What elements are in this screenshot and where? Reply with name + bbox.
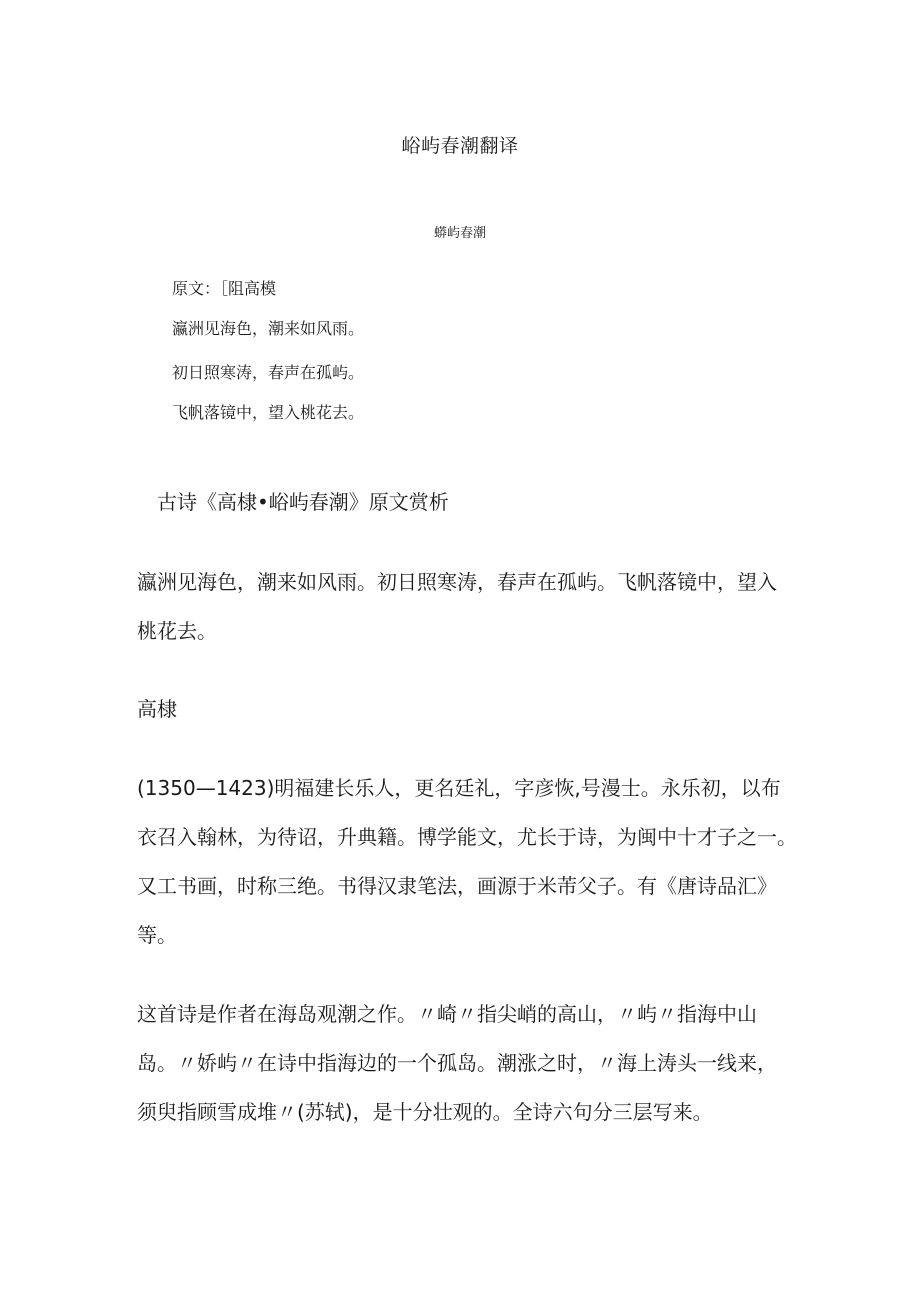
intro-paragraph xyxy=(137,990,797,1137)
paragraph-line: 等。 xyxy=(137,923,177,947)
paragraph-line: 桃花去。 xyxy=(137,619,217,643)
section-heading: 古诗《高棣•峪屿春潮》原文赏析 xyxy=(157,490,449,514)
document-subtitle: 蟒屿春潮 xyxy=(433,226,486,241)
author-bio-paragraph xyxy=(137,764,797,960)
paragraph-line: 这首诗是作者在海岛观潮之作。〃崎〃指尖峭的高山，〃屿〃指海中山 xyxy=(137,1002,757,1026)
poem-line: 初日照寒涛，春声在孤屿。 xyxy=(172,363,365,382)
poem-line: 瀛洲见海色，潮来如风雨。 xyxy=(172,319,365,338)
author-name: 高棣 xyxy=(137,697,177,721)
paragraph-line: 岛。〃娇屿〃在诗中指海边的一个孤岛。潮涨之时，〃海上涛头一线来， xyxy=(137,1051,777,1075)
poem-header: 原文：［阻高模 xyxy=(172,279,277,298)
poem-line: 飞帆落镜中，望入桃花去。 xyxy=(172,403,365,422)
paragraph-line: 瀛洲见海色，潮来如风雨。初日照寒涛，春声在孤屿。飞帆落镜中，望入 xyxy=(137,570,777,594)
paragraph-line: 衣召入翰林，为待诏，升典籍。博学能文，尤长于诗，为闽中十才子之一。 xyxy=(137,825,797,849)
poem-paragraph xyxy=(137,558,797,656)
paragraph-line: 须臾指顾雪成堆〃(苏轼)，是十分壮观的。全诗六句分三层写来。 xyxy=(137,1100,713,1124)
document-title: 峪屿春潮翻译 xyxy=(401,135,519,157)
paragraph-line: 又工书画，时称三绝。书得汉隶笔法，画源于米芾父子。有《唐诗品汇》 xyxy=(137,874,777,898)
paragraph-line: (1350—1423)明福建长乐人，更名廷礼，字彦恢,号漫士。永乐初，以布 xyxy=(137,776,781,800)
